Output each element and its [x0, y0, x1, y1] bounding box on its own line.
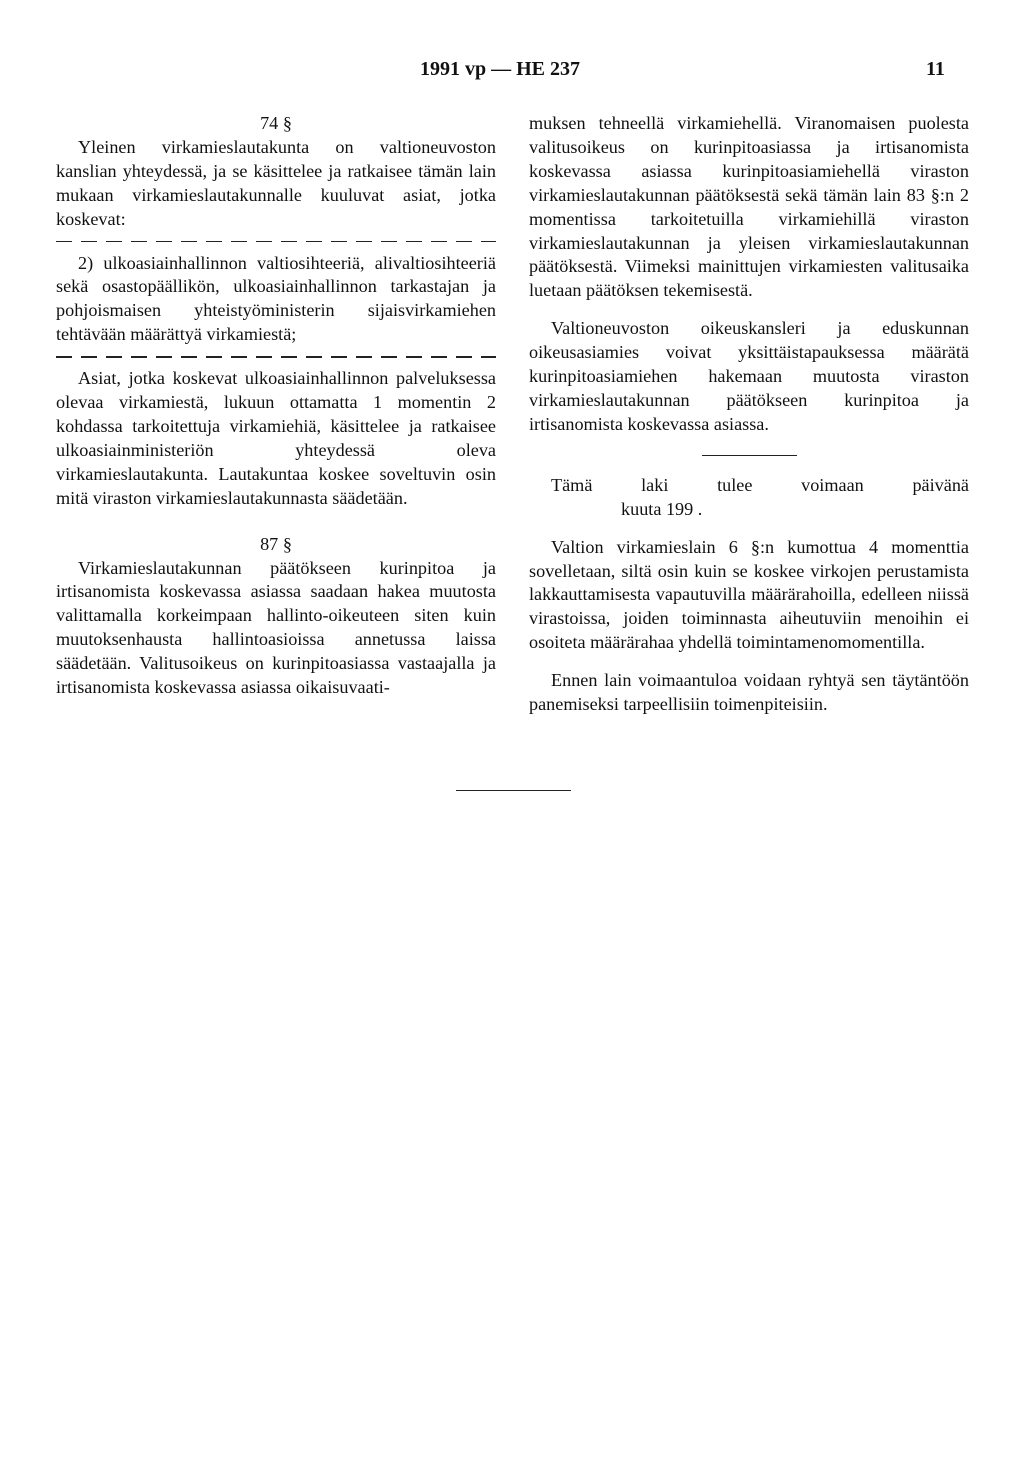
section-74-paragraph-2: 2) ulkoasiainhallinnon valtiosihteeriä, alivaltiosihteeriä sekä osastopäällikön, ulkoasiainhallinnon tarkastajan ja pohjoismaisen yhteistyöministerin sijaisvirkamiehen tehtävään määrättyä virkamiestä;: [56, 252, 496, 345]
section-74-paragraph-1: Yleinen virkamieslautakunta on valtioneuvoston kanslian yhteydessä, ja se käsittelee ja ratkaisee tämän lain mukaan virkamieslautakunnalle kuuluvat asiat, jotka koskevat:: [56, 136, 496, 229]
entry-word: voimaan: [801, 474, 864, 495]
omission-dash-line: [56, 353, 496, 361]
section-87-paragraph-1: Virkamieslautakunnan päätökseen kurinpitoa ja irtisanomista koskevassa asiassa saadaan hakea muutosta valittamalla korkeimpaan hallinto-oikeuteen siten kuin muutoksenhausta hallintoasioissa annetussa laissa säädetään. Valitusoikeus on kurinpitoasiassa vastaajalla ja irtisanomista koskevassa asiassa oikaisuvaati-: [56, 557, 496, 698]
entry-into-force-date-line: kuuta 199 .: [621, 498, 703, 519]
transition-paragraph-2: Ennen lain voimaantuloa voidaan ryhtyä sen täytäntöön panemiseksi tarpeellisiin toimenpiteisiin.: [529, 670, 969, 715]
running-title: 1991 vp — HE 237: [420, 58, 581, 80]
page-header: [0, 58, 1024, 86]
left-column: [56, 112, 496, 700]
entry-word: päivänä: [912, 474, 969, 495]
section-separator-rule: [702, 455, 797, 456]
entry-word: laki: [641, 474, 669, 495]
entry-word: tulee: [717, 474, 753, 495]
end-of-text-rule: [456, 790, 571, 791]
page-number: 11: [926, 58, 945, 80]
section-74-heading: 74 §: [260, 113, 292, 133]
right-column: [529, 112, 969, 717]
transition-paragraph-1: Valtion virkamieslain 6 §:n kumottua 4 momenttia sovelletaan, siltä osin kuin se koskee virkojen perustamista lakkauttamisesta vapautuvilla määrärahoilla, edelleen niissä virastoissa, joiden toiminnasta aiheutuviin menoihin ei osoiteta määrärahaa yhdellä toimintamenomomentilla.: [529, 536, 969, 653]
section-74-paragraph-3: Asiat, jotka koskevat ulkoasiainhallinnon palveluksessa olevaa virkamiestä, lukuun ottamatta 1 momentin 2 kohdassa tarkoitettuja virkamiehiä, käsittelee ja ratkaisee ulkoasiainministeriön yhteydessä oleva virkamieslautakunta. Lautakuntaa koskee soveltuvin osin mitä viraston virkamieslautakunnasta säädetään.: [56, 368, 496, 508]
section-87-paragraph-1-continued: muksen tehneellä virkamiehellä. Viranomaisen puolesta valitusoikeus on kurinpitoasiassa ja irtisanomista koskevassa asiassa kurinpitoasiamiehellä viraston virkamieslautakunnan päätöksestä sekä tämän lain 83 §:n 2 momentissa tarkoitetuilla virkamiehillä viraston virkamieslautakunnan ja yleisen virkamieslautakunnan päätöksestä. Viimeksi mainittujen virkamiesten valitusaika luetaan päätöksen tekemisestä.: [529, 113, 969, 301]
section-87-paragraph-2: Valtioneuvoston oikeuskansleri ja eduskunnan oikeusasiamies voivat yksittäistapauksessa määrätä kurinpitoasiamiehen hakemaan muutosta viraston virkamieslautakunnan päätökseen kurinpitoa ja irtisanomista koskevassa asiassa.: [529, 318, 969, 434]
section-87-heading: 87 §: [260, 533, 292, 554]
entry-word: Tämä: [551, 474, 593, 495]
omission-dash-line: [56, 238, 496, 246]
entry-into-force-line: [529, 474, 969, 498]
